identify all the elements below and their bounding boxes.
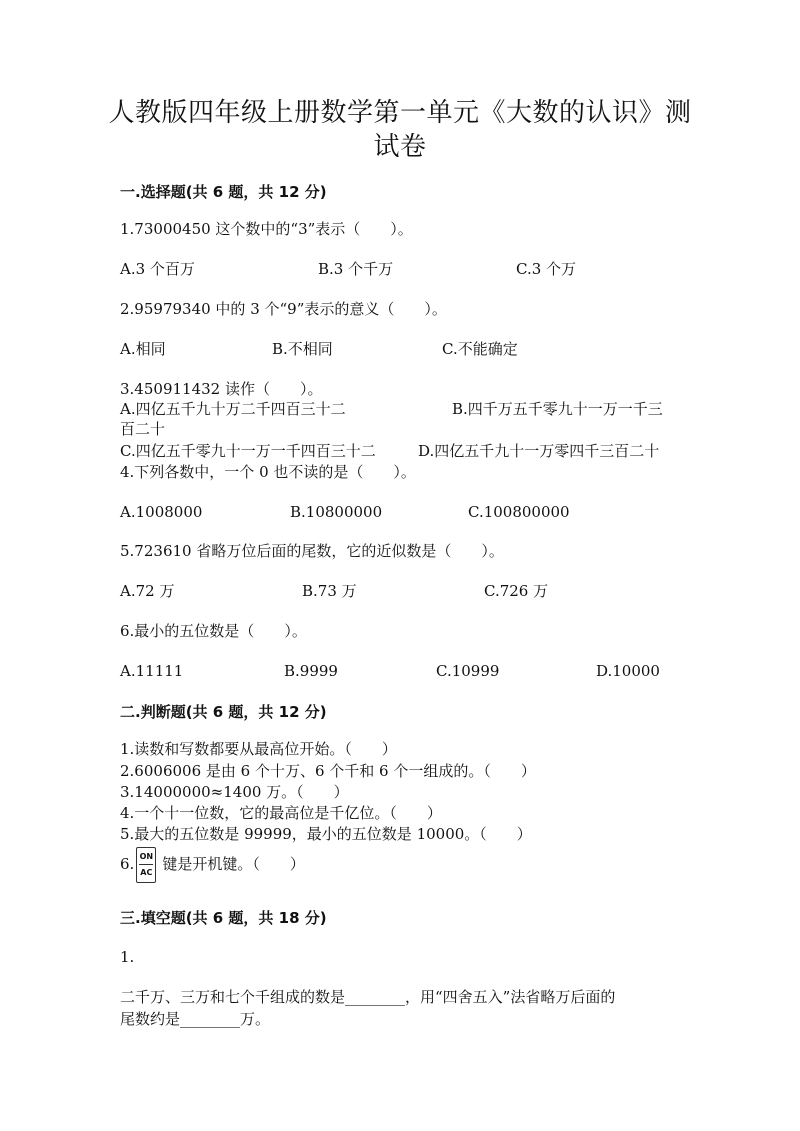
question-option: C.726 万 — [484, 582, 549, 600]
question-option: C.四亿五千零九十一万一千四百三十二 — [120, 442, 376, 460]
question-stem: 5.723610 省略万位后面的尾数，它的近似数是（ ）。 — [120, 542, 504, 560]
question-option: B.73 万 — [302, 582, 357, 600]
judgment-item-text: 键是开机键。（ ） — [162, 855, 305, 873]
question-option: C.10999 — [436, 662, 500, 680]
question-stem: 1.73000450 这个数中的“3”表示（ ）。 — [120, 220, 413, 238]
question-option: B.四千万五千零九十一万一千三 — [452, 400, 663, 418]
judgment-item: 5.最大的五位数是 99999，最小的五位数是 10000。（ ） — [120, 825, 532, 843]
question-stem: 2.95979340 中的 3 个“9”表示的意义（ ）。 — [120, 300, 447, 318]
judgment-item-number: 6. — [120, 855, 135, 873]
fill-question-line: 二千万、三万和七个千组成的数是________，用“四舍五入”法省略万后面的 — [120, 988, 616, 1006]
question-option: B.3 个千万 — [318, 260, 394, 278]
page-title-line1: 人教版四年级上册数学第一单元《大数的认识》测 — [108, 98, 692, 128]
question-option: A.72 万 — [120, 582, 175, 600]
question-option: D.四亿五千九十一万零四千三百二十 — [418, 442, 660, 460]
judgment-item: 2.6006006 是由 6 个十万、6 个千和 6 个一组成的。（ ） — [120, 762, 536, 780]
question-option: C.100800000 — [468, 503, 570, 521]
question-option: A.1008000 — [120, 503, 203, 521]
judgment-item: 3.14000000≈1400 万。（ ） — [120, 783, 349, 801]
question-option: A.相同 — [120, 340, 166, 358]
question-option-continued: 百二十 — [120, 420, 166, 438]
page-title-line2: 试卷 — [373, 132, 427, 162]
judgment-item-6 — [120, 846, 305, 883]
question-option: C.不能确定 — [442, 340, 518, 358]
judgment-item: 1.读数和写数都要从最高位开始。（ ） — [120, 740, 397, 758]
question-stem: 4.下列各数中，一个 0 也不读的是（ ）。 — [120, 463, 416, 481]
fill-question-line: 尾数约是________万。 — [120, 1010, 271, 1028]
question-option: D.10000 — [596, 662, 660, 680]
on-ac-key-icon: $\frac{ON}{AC}$ — [136, 847, 156, 883]
question-option: C.3 个万 — [516, 260, 577, 278]
question-option: A.11111 — [120, 662, 184, 680]
question-stem: 3.450911432 读作（ ）。 — [120, 380, 323, 398]
section-heading-choice: 一.选择题(共 6 题，共 12 分) — [120, 183, 327, 201]
section-heading-fill: 三.填空题(共 6 题，共 18 分) — [120, 909, 327, 927]
fill-question-number: 1. — [120, 948, 135, 966]
question-option: B.9999 — [284, 662, 338, 680]
question-option: B.不相同 — [272, 340, 333, 358]
section-heading-judgment: 二.判断题(共 6 题，共 12 分) — [120, 703, 327, 721]
question-stem: 6.最小的五位数是（ ）。 — [120, 622, 307, 640]
question-option: A.四亿五千九十万二千四百三十二 — [120, 400, 346, 418]
question-option: A.3 个百万 — [120, 260, 195, 278]
judgment-item: 4.一个十一位数，它的最高位是千亿位。（ ） — [120, 804, 442, 822]
question-option: B.10800000 — [290, 503, 383, 521]
